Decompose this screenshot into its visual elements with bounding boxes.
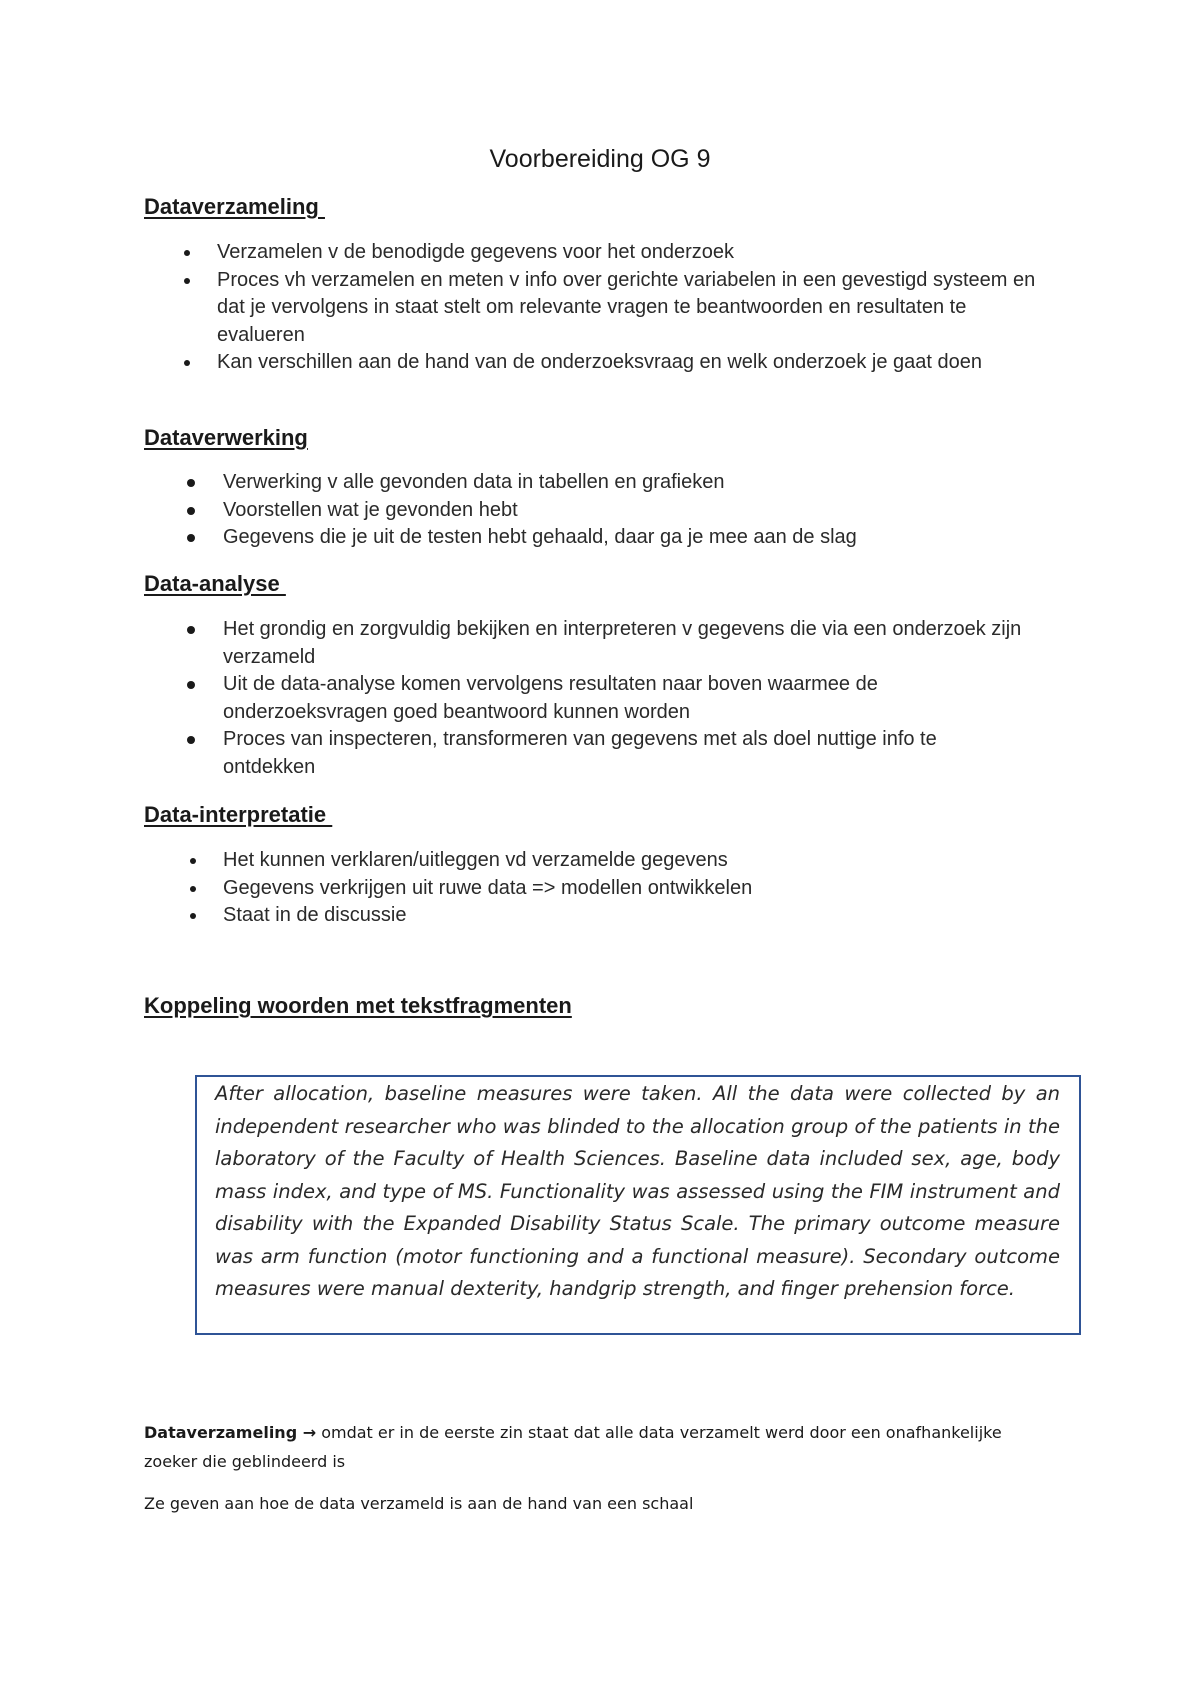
bullet-icon	[184, 250, 190, 256]
list-item: Gegevens die je uit de testen hebt gehaald, daar ga je mee aan de slag	[223, 524, 1053, 552]
list-item: Kan verschillen aan de hand van de onderzoeksvraag en welk onderzoek je gaat doen	[217, 349, 1047, 377]
heading-data-interpretatie: Data-interpretatie	[144, 802, 333, 827]
bullet-icon	[187, 626, 195, 634]
list-item: Voorstellen wat je gevonden hebt	[223, 497, 1053, 525]
heading-data-analyse: Data-analyse	[144, 571, 286, 596]
list-item: Het grondig en zorgvuldig bekijken en interpreteren v gegevens die via een onderzoek zijn verzameld	[223, 616, 1023, 671]
list-item: Proces vh verzamelen en meten v info over gerichte variabelen in een gevestigd systeem en dat je vervolgens in staat stelt om relevante vragen te beantwoorden en resultaten te evalueren	[217, 267, 1047, 350]
bullet-icon	[187, 479, 195, 487]
list-data-analyse	[223, 616, 1023, 781]
heading-dataverzameling: Dataverzameling	[144, 194, 325, 219]
bullet-icon	[190, 886, 196, 892]
bullet-icon	[190, 858, 196, 864]
note-text: omdat er in de eerste zin staat dat alle data verzamelt werd door een onafhankelijke zoeker die geblindeerd is	[144, 1423, 1002, 1471]
bullet-icon	[190, 913, 196, 919]
page-title: Voorbereiding OG 9	[489, 145, 711, 173]
list-item: Verwerking v alle gevonden data in tabellen en grafieken	[223, 469, 1053, 497]
list-item: Gegevens verkrijgen uit ruwe data => modellen ontwikkelen	[223, 875, 1053, 903]
list-item: Staat in de discussie	[223, 902, 1053, 930]
bullet-icon	[187, 507, 195, 515]
bullet-icon	[187, 681, 195, 689]
list-data-interpretatie	[223, 847, 1053, 930]
note-bold-label: Dataverzameling	[144, 1423, 303, 1442]
list-item: Het kunnen verklaren/uitleggen vd verzamelde gegevens	[223, 847, 1053, 875]
arrow-icon: →	[302, 1423, 317, 1442]
quote-text: After allocation, baseline measures were taken. All the data were collected by an independent researcher who was blinded to the allocation group of the patients in the laboratory of the Faculty of Health Sciences. Baseline data included sex, age, body mass index, and type of MS. Functionality was assessed using the FIM instrument and disability with the Expanded Disability Status Scale. The primary outcome measure was arm function (motor functioning and a functional measure). Secondary outcome measures were manual dexterity, handgrip strength, and finger prehension force.	[215, 1082, 1060, 1300]
bullet-icon	[187, 534, 195, 542]
list-dataverwerking	[223, 469, 1053, 552]
bullet-icon	[187, 736, 195, 744]
note-schaal: Ze geven aan hoe de data verzameld is aan de hand van een schaal	[144, 1494, 694, 1513]
list-item: Verzamelen v de benodigde gegevens voor het onderzoek	[217, 239, 1047, 267]
note-dataverzameling	[144, 1418, 1024, 1476]
list-item: Proces van inspecteren, transformeren van gegevens met als doel nuttige info te ontdekken	[223, 726, 1023, 781]
list-item: Uit de data-analyse komen vervolgens resultaten naar boven waarmee de onderzoeksvragen goed beantwoord kunnen worden	[223, 671, 1023, 726]
heading-dataverwerking: Dataverwerking	[144, 425, 308, 450]
bullet-icon	[184, 360, 190, 366]
list-dataverzameling	[217, 239, 1047, 377]
heading-koppeling: Koppeling woorden met tekstfragmenten	[144, 993, 572, 1018]
bullet-icon	[184, 278, 190, 284]
